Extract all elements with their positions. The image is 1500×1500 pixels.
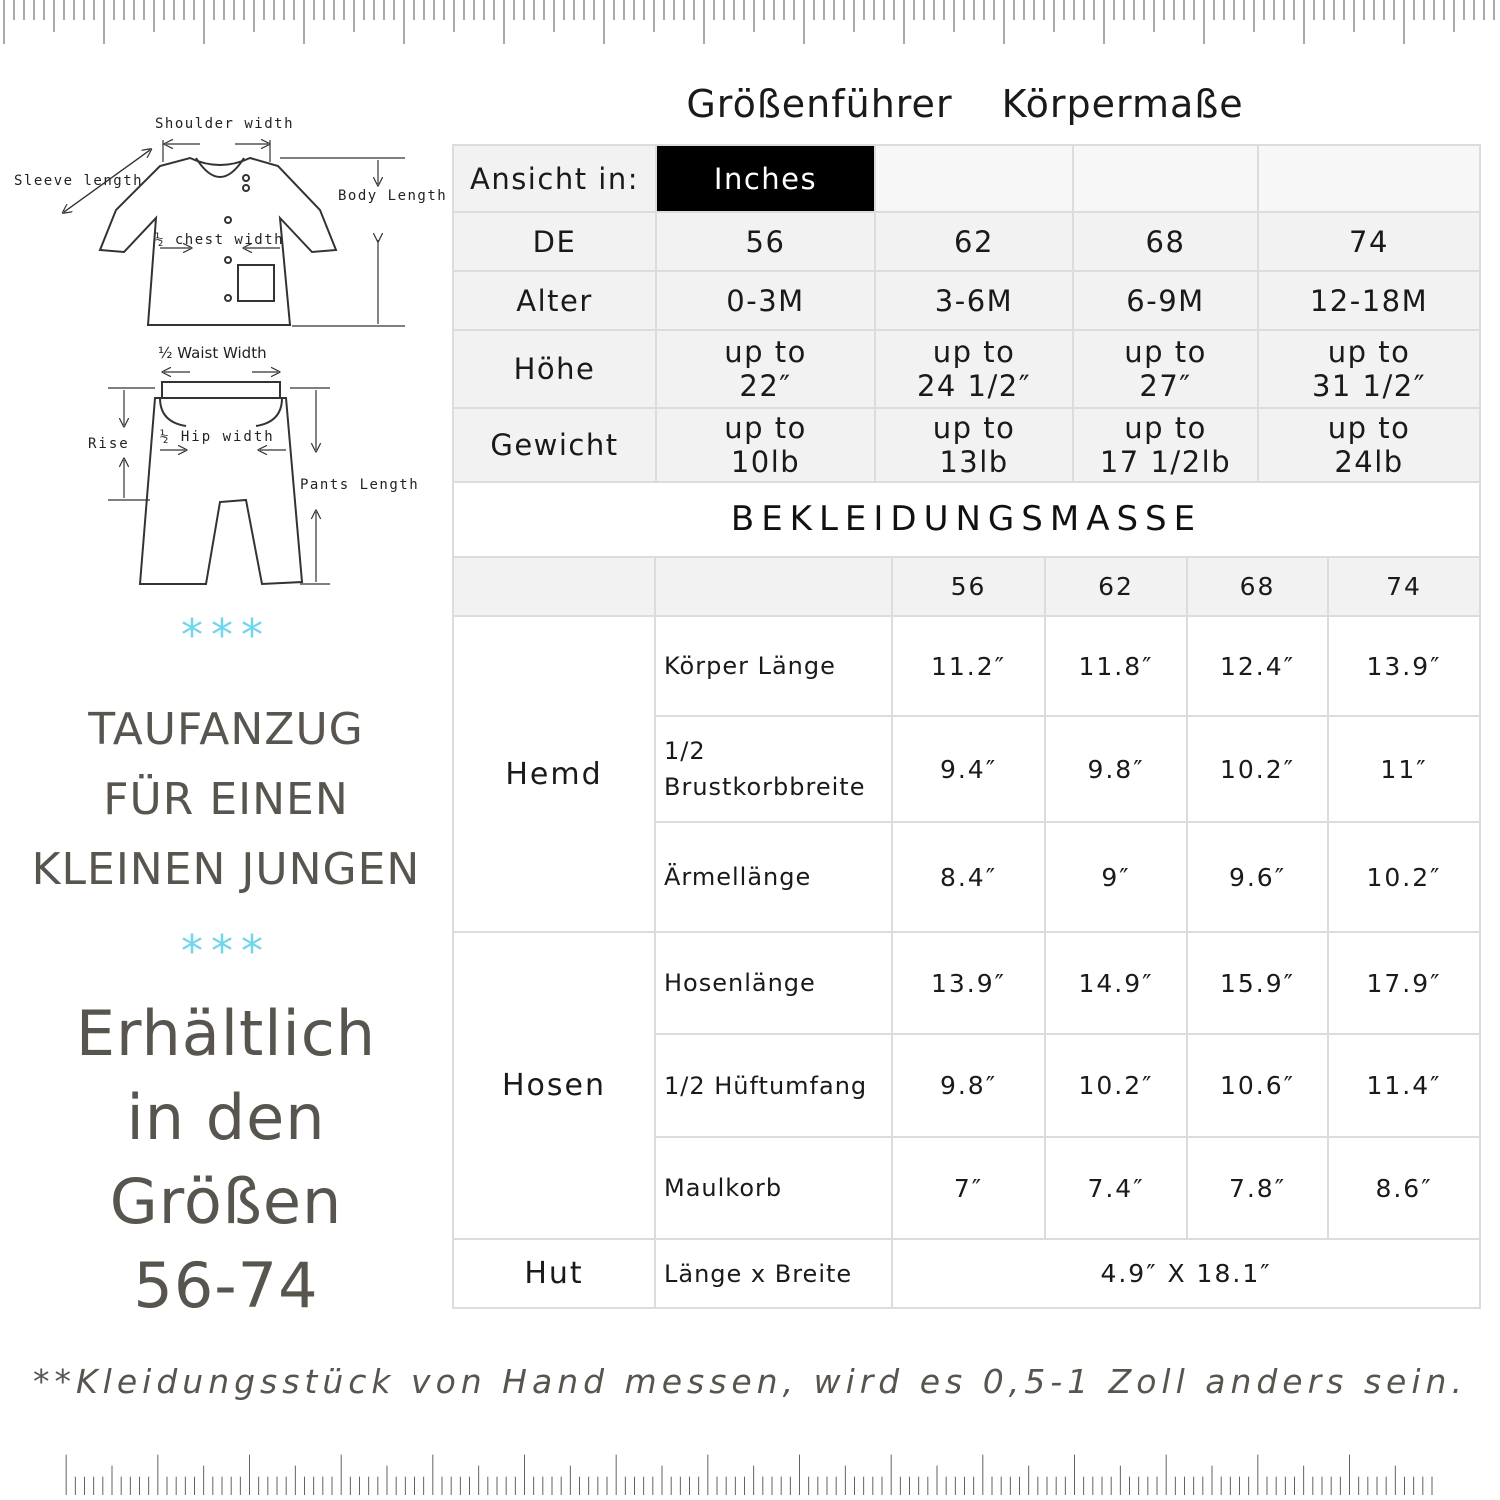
weight-cell xyxy=(1258,408,1480,482)
age-cell: 0-3M xyxy=(656,271,875,330)
weight-cell xyxy=(1073,408,1258,482)
group-pants: Hosen xyxy=(453,932,655,1239)
label-rise: Rise xyxy=(88,436,130,452)
label-sleeve-length: Sleeve length xyxy=(14,173,144,189)
measure-cell: 11.4″ xyxy=(1328,1034,1480,1137)
measure-label: Hosenlänge xyxy=(655,932,892,1034)
size-cell: 74 xyxy=(1258,212,1480,271)
measure-cell: 9.4″ xyxy=(892,716,1045,822)
size-header: 56 xyxy=(892,557,1045,616)
measure-cell: 11.8″ xyxy=(1045,616,1187,716)
row-label-de: DE xyxy=(453,212,656,271)
availability-line: 56-74 xyxy=(133,1249,319,1322)
measure-cell: 7.4″ xyxy=(1045,1137,1187,1239)
heading-line: KLEINEN JUNGEN xyxy=(31,844,421,895)
availability-line: Erhältlich xyxy=(75,997,377,1070)
ruler-bottom-decoration xyxy=(0,1440,1500,1495)
measure-label: 1/2 Hüftumfang xyxy=(655,1034,892,1137)
measure-label: Maulkorb xyxy=(655,1137,892,1239)
measure-label: Körper Länge xyxy=(655,616,892,716)
view-in-label: Ansicht in: xyxy=(453,145,656,212)
title-body-measurements: Körpermaße xyxy=(1001,82,1244,126)
empty-cell xyxy=(1073,145,1258,212)
body-measurements-table xyxy=(452,144,1481,483)
decorative-stars-bottom: *** xyxy=(181,926,271,977)
cell-line: 22″ xyxy=(739,369,792,403)
heading-line: TAUFANZUG xyxy=(88,704,364,755)
page-title xyxy=(452,82,1478,134)
age-cell: 3-6M xyxy=(875,271,1073,330)
heading-line: FÜR EINEN xyxy=(103,774,349,825)
label-pants-length: Pants Length xyxy=(300,477,420,493)
measure-cell: 11.2″ xyxy=(892,616,1045,716)
outfit-heading xyxy=(0,695,452,905)
empty-cell xyxy=(655,557,892,616)
age-cell: 12-18M xyxy=(1258,271,1480,330)
title-size-guide: Größenführer xyxy=(686,82,953,126)
size-header: 74 xyxy=(1328,557,1480,616)
cell-line: 31 1/2″ xyxy=(1311,369,1427,403)
row-label-age: Alter xyxy=(453,271,656,330)
size-header: 68 xyxy=(1187,557,1328,616)
measure-cell: 9.8″ xyxy=(892,1034,1045,1137)
cell-line: 24lb xyxy=(1334,445,1404,479)
row-label-height: Höhe xyxy=(453,330,656,408)
cell-line: up to xyxy=(932,411,1016,445)
measure-cell: 15.9″ xyxy=(1187,932,1328,1034)
measure-cell: 9.6″ xyxy=(1187,822,1328,932)
ruler-top-decoration xyxy=(0,0,1500,55)
cell-line: up to xyxy=(1327,411,1411,445)
measure-cell: 8.4″ xyxy=(892,822,1045,932)
availability-line: Größen xyxy=(109,1165,343,1238)
measure-cell: 9.8″ xyxy=(1045,716,1187,822)
label-waist-width: ½ Waist Width xyxy=(158,344,267,362)
cell-line: up to xyxy=(932,335,1016,369)
measure-label: Länge x Breite xyxy=(655,1239,892,1308)
measure-cell: 13.9″ xyxy=(892,932,1045,1034)
size-header: 62 xyxy=(1045,557,1187,616)
size-cell: 56 xyxy=(656,212,875,271)
measure-cell: 7.8″ xyxy=(1187,1137,1328,1239)
cell-line: 10lb xyxy=(730,445,801,479)
cell-line: 13lb xyxy=(939,445,1009,479)
cell-line: 27″ xyxy=(1139,369,1192,403)
height-cell xyxy=(1258,330,1480,408)
garment-measurements-table xyxy=(452,556,1481,1309)
measure-cell: 7″ xyxy=(892,1137,1045,1239)
footnote: **Kleidungsstück von Hand messen, wird es 0,5-1 Zoll anders sein. xyxy=(33,1362,1467,1401)
pants-outline xyxy=(140,382,302,584)
decorative-stars-top: *** xyxy=(181,610,271,661)
row-label-weight: Gewicht xyxy=(453,408,656,482)
measure-cell: 10.6″ xyxy=(1187,1034,1328,1137)
empty-cell xyxy=(875,145,1073,212)
clothing-measurement-diagram xyxy=(0,100,452,600)
cell-line: up to xyxy=(1124,411,1207,445)
label-hip-width: ½ Hip width xyxy=(160,429,275,445)
hat-measure-cell: 4.9″ X 18.1″ xyxy=(892,1239,1480,1308)
measure-cell: 14.9″ xyxy=(1045,932,1187,1034)
weight-cell xyxy=(875,408,1073,482)
group-shirt: Hemd xyxy=(453,616,655,932)
height-cell xyxy=(1073,330,1258,408)
label-body-length: Body Length xyxy=(338,188,448,204)
measure-cell: 10.2″ xyxy=(1187,716,1328,822)
measure-cell: 8.6″ xyxy=(1328,1137,1480,1239)
cell-line: 17 1/2lb xyxy=(1099,445,1232,479)
label-shoulder-width: Shoulder width xyxy=(155,116,295,132)
age-cell: 6-9M xyxy=(1073,271,1258,330)
measure-cell: 11″ xyxy=(1328,716,1480,822)
availability-heading xyxy=(0,992,452,1328)
cell-line: up to xyxy=(724,335,807,369)
measure-cell: 12.4″ xyxy=(1187,616,1328,716)
cell-line: 24 1/2″ xyxy=(916,369,1032,403)
cell-line: up to xyxy=(1327,335,1411,369)
height-cell xyxy=(656,330,875,408)
size-cell: 62 xyxy=(875,212,1073,271)
measure-cell: 10.2″ xyxy=(1328,822,1480,932)
empty-cell xyxy=(453,557,655,616)
empty-cell xyxy=(1258,145,1480,212)
measure-cell: 13.9″ xyxy=(1328,616,1480,716)
label-chest-width: ½ chest width xyxy=(155,232,285,248)
cell-line: up to xyxy=(1124,335,1207,369)
height-cell xyxy=(875,330,1073,408)
unit-inches-button[interactable]: Inches xyxy=(656,145,875,212)
measure-cell: 9″ xyxy=(1045,822,1187,932)
cell-line: up to xyxy=(724,411,807,445)
group-hat: Hut xyxy=(453,1239,655,1308)
measure-cell: 10.2″ xyxy=(1045,1034,1187,1137)
size-cell: 68 xyxy=(1073,212,1258,271)
measure-cell: 17.9″ xyxy=(1328,932,1480,1034)
measure-label: 1/2 Brustkorbbreite xyxy=(655,716,892,822)
weight-cell xyxy=(656,408,875,482)
availability-line: in den xyxy=(126,1081,326,1154)
garment-section-title: BEKLEIDUNGSMASSE xyxy=(452,482,1481,556)
measure-label: Ärmellänge xyxy=(655,822,892,932)
